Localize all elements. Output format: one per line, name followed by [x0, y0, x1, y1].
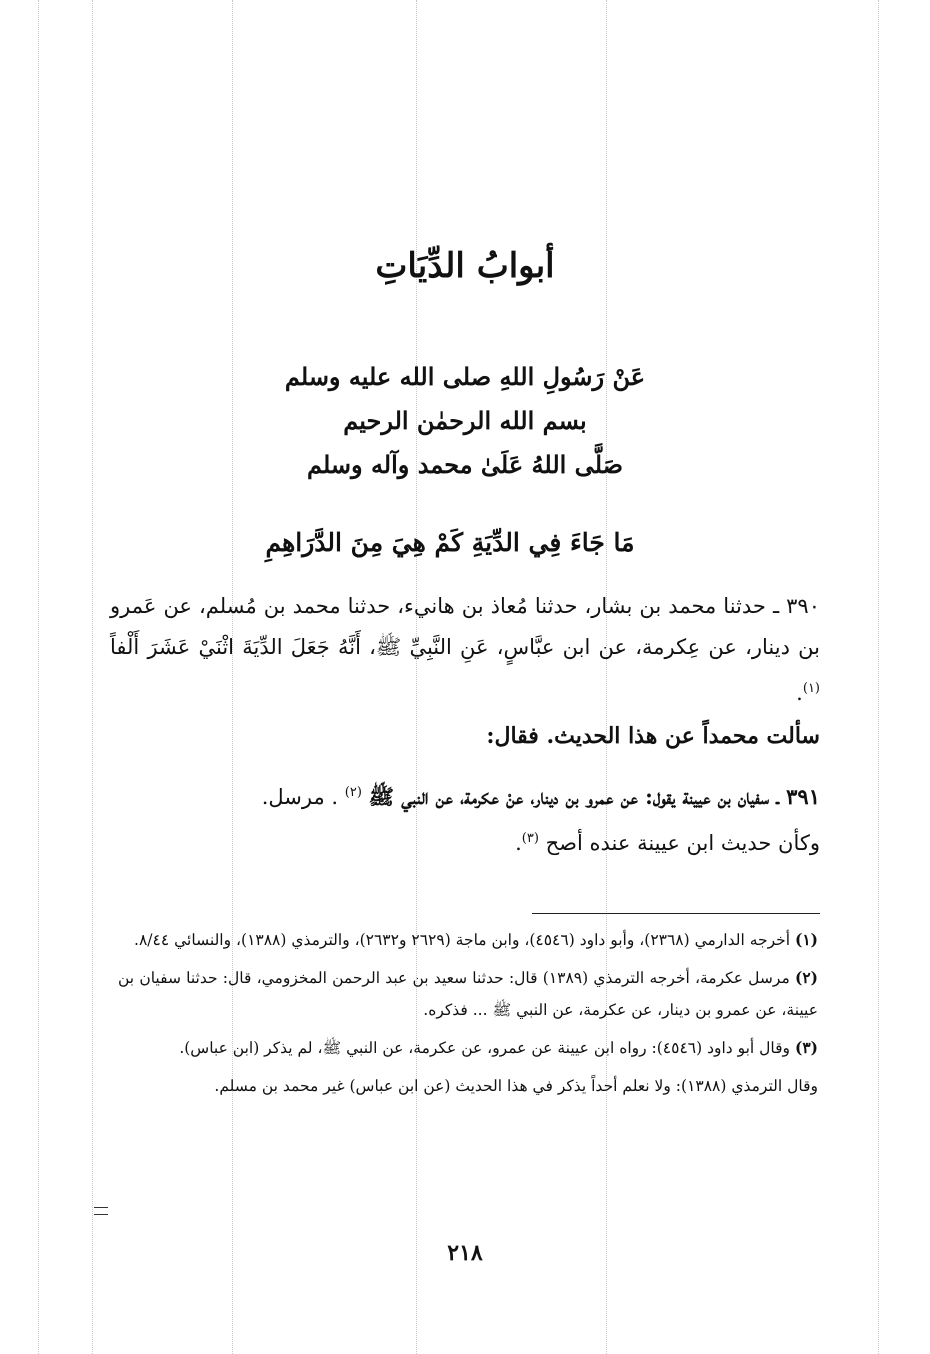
footnote-ref-2[interactable]: (٢)	[344, 785, 362, 800]
footnote-text: وقال أبو داود (٤٥٤٦): رواه ابن عيينة عن عمرو، عن عكرمة، عن النبي ﷺ، لم يذكر (ابن عباس).	[179, 1039, 791, 1057]
hadith-390-text: ٣٩٠ ـ حدثنا محمد بن بشار، حدثنا مُعاذ بن هانيء، حدثنا محمد بن مُسلم، عن عَمرو بن دينار، عن عِكرمة، عن ابن عبَّاسٍ، عَنِ النَّبِيِّ ﷺ، أَنَّهُ جَعَلَ الدِّيَةَ اثْنَيْ عَشَرَ أَلْفاً	[110, 594, 820, 659]
dotted-guide-line	[878, 0, 879, 1354]
margin-mark	[94, 1207, 108, 1215]
hadith-390-end: .	[796, 681, 803, 705]
question-line: سألت محمداً عن هذا الحديث. فقال:	[486, 723, 820, 749]
opening-line-1: عَنْ رَسُولِ اللهِ صلى الله عليه وسلم	[284, 362, 646, 391]
footnote-separator	[532, 913, 820, 914]
footnote-text: مرسل عكرمة، أخرجه الترمذي (١٣٨٩) قال: حدثنا سعيد بن عبد الرحمن المخزومي، قال: حدثنا سفيان بن عيينة، عن عمرو بن دينار، عن عكرمة، عن النبي ﷺ ... فذكره.	[118, 969, 818, 1019]
chapter-heading: مَا جَاءَ فِي الدِّيَةِ كَمْ هِيَ مِنَ الدَّرَاهِمِ	[265, 528, 635, 557]
footnote-text: أخرجه الدارمي (٢٣٦٨)، وأبو داود (٤٥٤٦)، وابن ماجة (٢٦٢٩ و٢٦٣٢)، والترمذي (١٣٨٨)، والنسائي ٨/٤٤.	[134, 931, 791, 949]
hadith-391-text: ٣٩١ ـ سفيان بن عيينة يقول: عن عمرو بن دينار، عنْ عكرمة، عن النبي ﷺ	[368, 784, 820, 809]
hadith-391	[110, 772, 820, 864]
footnote-3-continued	[118, 1070, 818, 1102]
section-title: أبوابُ الدِّيَاتِ	[375, 246, 555, 286]
opening-line-3: صَلَّى اللهُ عَلَىٰ محمد وآله وسلم	[306, 450, 624, 479]
footnote-number: (٣)	[794, 1038, 818, 1057]
hadith-391-comment: وكأن حديث ابن عيينة عنده أصح	[545, 831, 820, 855]
page-number: ٢١٨	[447, 1240, 483, 1266]
footnote-3	[118, 1032, 818, 1064]
opening-line-2: بسم الله الرحمٰن الرحيم	[343, 406, 587, 435]
footnotes	[118, 924, 818, 1108]
footnote-2	[118, 962, 818, 1026]
dotted-guide-line	[38, 0, 39, 1354]
footnote-number: (١)	[794, 930, 818, 949]
hadith-390	[110, 586, 820, 714]
footnote-number: (٢)	[794, 968, 818, 987]
opening-invocation	[250, 355, 680, 487]
hadith-391-comment-end: .	[515, 831, 522, 855]
hadith-391-rest: . مرسل.	[261, 785, 339, 809]
footnote-ref-1[interactable]: (١)	[802, 681, 820, 696]
footnote-text: وقال الترمذي (١٣٨٨): ولا نعلم أحداً يذكر في هذا الحديث (عن ابن عباس) غير محمد بن مسلم.	[214, 1077, 818, 1095]
dotted-guide-line	[92, 0, 93, 1354]
footnote-ref-3[interactable]: (٣)	[521, 831, 539, 846]
footnote-1	[118, 924, 818, 956]
